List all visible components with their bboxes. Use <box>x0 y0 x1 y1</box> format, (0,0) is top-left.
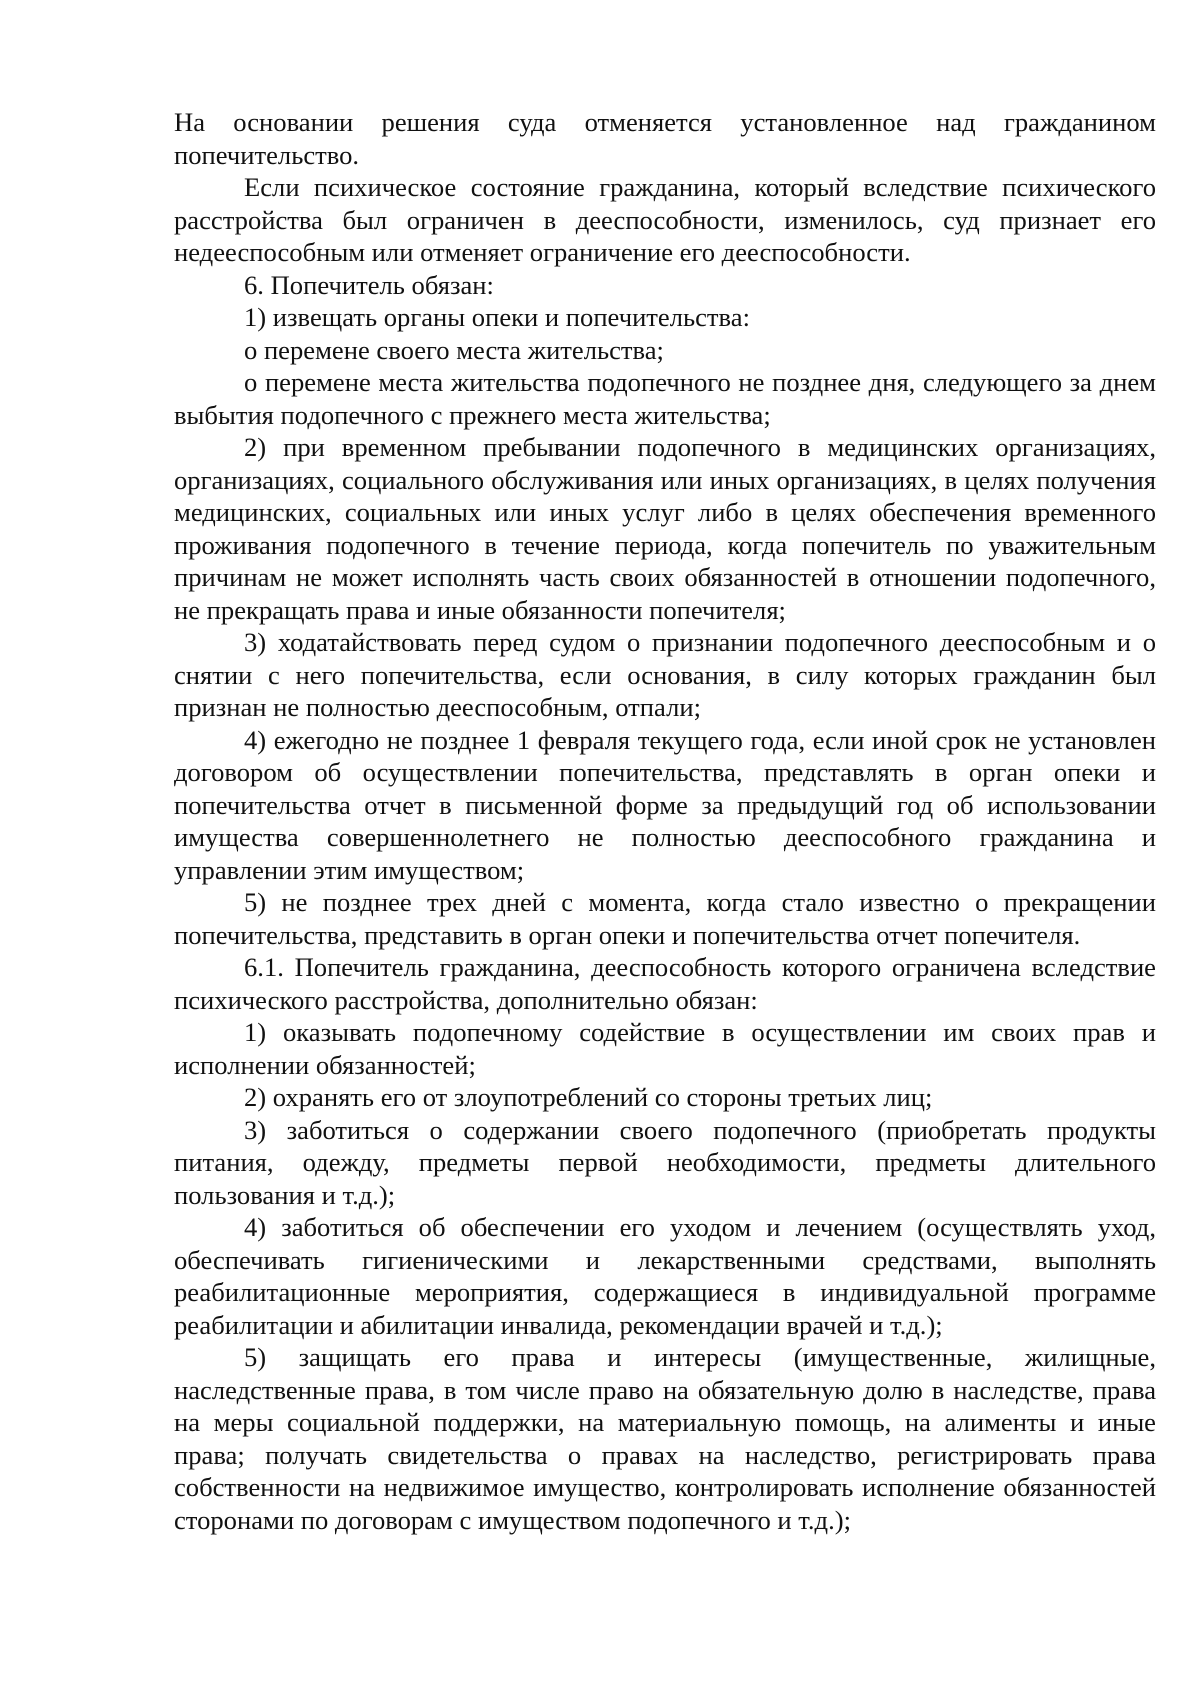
paragraph-6-item-4: 4) ежегодно не позднее 1 февраля текущего года, если иной срок не установлен договором об осуществлении попечительства, представлять в орган опеки и попечительства отчет в письменной форме за предыдущий год об использовании имущества совершеннолетнего не полностью дееспособного гражданина и управлении этим имуществом; <box>174 724 1156 885</box>
paragraph-section-6-heading: 6. Попечитель обязан: <box>244 269 494 300</box>
paragraph-6-1-item-1: 1) оказывать подопечному содействие в осуществлении им своих прав и исполнении обязанностей; <box>174 1017 1156 1080</box>
paragraph-6-item-3: 3) ходатайствовать перед судом о признании подопечного дееспособным и о снятии с него попечительства, если основания, в силу которых гражданин был признан не полностью дееспособным, отпали; <box>174 627 1156 722</box>
paragraph-6-1-item-4: 4) заботиться об обеспечении его уходом и лечением (осуществлять уход, обеспечивать гигиеническими и лекарственными средствами, выполнять реабилитационные мероприятия, содержащиеся в индивидуальной программе реабилитации и абилитации инвалида, рекомендации врачей и т.д.); <box>174 1212 1156 1340</box>
paragraph-court-decision: На основании решения суда отменяется установленное над гражданином попечительство. <box>174 107 1156 170</box>
paragraph-6-item-2: 2) при временном пребывании подопечного в медицинских организациях, организациях, социального обслуживания или иных организациях, в целях получения медицинских, социальных или иных услуг либо в целях обеспечения временного проживания подопечного в течение периода, когда попечитель по уважительным причинам не может исполнять часть своих обязанностей в отношении подопечного, не прекращать права и иные обязанности попечителя; <box>174 432 1156 625</box>
paragraph-mental-state-change: Если психическое состояние гражданина, который вследствие психического расстройства был ограничен в дееспособности, изменилось, суд признает его недееспособным или отменяет ограничение его дееспособности. <box>174 172 1156 267</box>
document-page <box>174 106 1156 1536</box>
paragraph-6-1-item-3: 3) заботиться о содержании своего подопечного (приобретать продукты питания, одежду, предметы первой необходимости, предметы длительного пользования и т.д.); <box>174 1114 1156 1210</box>
paragraph-6-1-item-2: 2) охранять его от злоупотреблений со стороны третьих лиц; <box>244 1082 933 1112</box>
paragraph-6-1-item-5: 5) защищать его права и интересы (имущественные, жилищные, наследственные права, в том числе право на обязательную долю в наследстве, права на меры социальной поддержки, на материальную помощь, на алименты и иные права; получать свидетельства о правах на наследство, регистрировать права собственности на недвижимое имущество, контролировать исполнение обязанностей сторонами по договорам с имуществом подопечного и т.д.); <box>174 1342 1156 1535</box>
paragraph-6-item-5: 5) не позднее трех дней с момента, когда стало известно о прекращении попечительства, представить в орган опеки и попечительства отчет попечителя. <box>174 887 1156 950</box>
paragraph-6-item-1-sub-b: о перемене места жительства подопечного не позднее дня, следующего за днем выбытия подопечного с прежнего места жительства; <box>174 367 1156 430</box>
paragraph-6-item-1: 1) извещать органы опеки и попечительства: <box>244 302 750 332</box>
paragraph-6-item-1-sub-a: о перемене своего места жительства; <box>244 334 664 365</box>
paragraph-section-6-1-heading: 6.1. Попечитель гражданина, дееспособность которого ограничена вследствие психического расстройства, дополнительно обязан: <box>174 952 1156 1015</box>
